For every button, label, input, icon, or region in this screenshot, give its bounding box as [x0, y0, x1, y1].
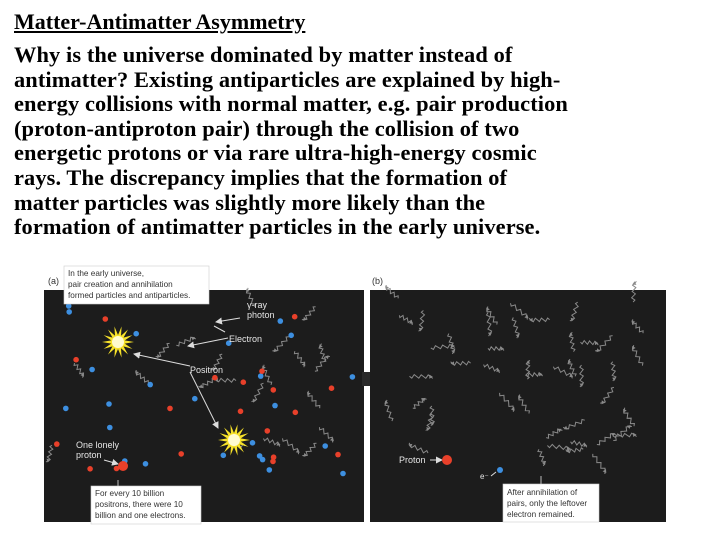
matter-antimatter-figure	[0, 262, 720, 540]
body-line: Why is the universe dominated by matter instead of	[14, 42, 513, 67]
body-line: energetic protons or via rare ultra-high-energy cosmic	[14, 140, 537, 166]
positron-dot	[271, 387, 277, 393]
gamma-ray-label: photon	[247, 310, 275, 320]
positron-dot	[265, 428, 271, 434]
electron-dot	[192, 396, 198, 402]
caption-box-bottom	[91, 486, 201, 524]
caption-box-top	[64, 266, 209, 304]
lonely-proton	[118, 461, 128, 471]
electron-dot	[221, 453, 227, 459]
body-line: antimatter? Existing antiparticles are explained by high-	[14, 66, 561, 92]
positron-dot	[270, 459, 276, 465]
electron-label: Electron	[229, 334, 263, 344]
positron-dot	[87, 466, 93, 472]
slide-title: Matter-Antimatter Asymmetry	[14, 9, 306, 34]
slide-body	[14, 43, 714, 240]
electron-dot	[340, 471, 346, 477]
positron-dot	[292, 314, 298, 320]
electron-dot	[278, 318, 284, 324]
body-line: rays. The discrepancy implies that the formation of	[14, 164, 508, 190]
body-line: matter particles was slightly more likely than the	[14, 189, 486, 215]
electron-symbol: e⁻	[480, 472, 489, 481]
body-line: (proton-antiproton pair) through the collision of two	[14, 115, 520, 141]
electron-dot	[133, 331, 139, 337]
electron-dot	[66, 309, 72, 315]
proton-label: Proton	[399, 455, 426, 465]
positron-dot	[167, 406, 173, 412]
electron-dot	[288, 333, 294, 339]
electron-dot	[147, 382, 153, 388]
caption-box-panel-b	[503, 484, 599, 522]
positron-dot	[293, 410, 299, 416]
gamma-ray-label: γ-ray	[247, 300, 267, 310]
positron-dot	[241, 379, 247, 385]
body-line: formation of antimatter particles in the early universe.	[14, 214, 541, 240]
electron-dot	[89, 367, 95, 373]
panel-b-label: (b)	[372, 276, 383, 286]
positron-dot	[212, 375, 218, 381]
positron-dot	[73, 357, 79, 363]
electron-dot	[322, 443, 328, 449]
positron-dot	[335, 452, 341, 458]
caption-line: For every 10 billion	[95, 489, 165, 498]
lonely-proton-label: One lonely	[76, 440, 120, 450]
caption-line: pairs, only the leftover	[507, 499, 588, 508]
caption-line: billion and one electrons.	[95, 511, 186, 520]
positron-dot	[259, 368, 265, 374]
positron-dot	[103, 316, 109, 322]
electron-dot	[106, 401, 112, 407]
caption-line: In the early universe,	[68, 269, 145, 278]
electron-dot	[267, 467, 273, 473]
electron-dot	[143, 461, 149, 467]
electron-dot	[107, 425, 113, 431]
positron-dot	[329, 385, 335, 391]
electron-dot	[63, 406, 69, 412]
panel-a-label: (a)	[48, 276, 59, 286]
positron-dot	[238, 409, 244, 415]
electron-dot	[272, 403, 278, 409]
caption-line: formed particles and antiparticles.	[68, 291, 191, 300]
electron-dot	[260, 457, 266, 463]
lonely-proton-label: proton	[76, 450, 102, 460]
positron-dot	[54, 441, 60, 447]
positron-dot	[178, 451, 184, 457]
caption-line: electron remained.	[507, 510, 575, 519]
caption-line: pair creation and annihilation	[68, 280, 173, 289]
positron-label: Positron	[190, 365, 224, 375]
remaining-proton	[442, 455, 452, 465]
caption-line: positrons, there were 10	[95, 500, 183, 509]
remaining-electron	[497, 467, 503, 473]
electron-dot	[258, 373, 264, 379]
body-line: energy collisions with normal matter, e.g. pair production	[14, 91, 568, 117]
electron-dot	[250, 440, 256, 446]
caption-line: After annihilation of	[507, 488, 578, 497]
electron-dot	[350, 374, 356, 380]
transition-arrow	[362, 372, 370, 386]
